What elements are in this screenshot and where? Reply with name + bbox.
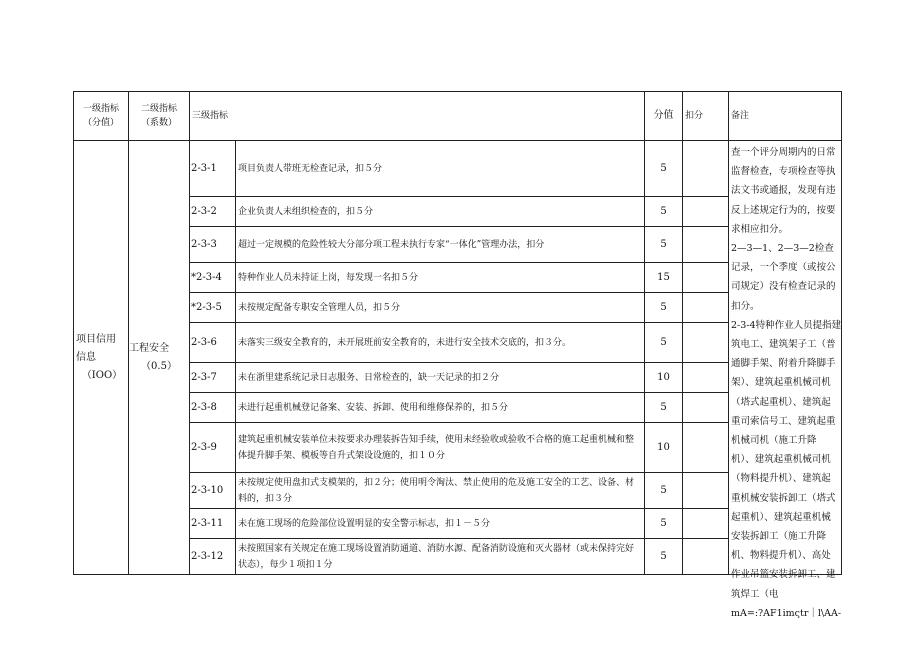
- table-row: [74, 473, 842, 509]
- table-row: [74, 423, 842, 473]
- row-desc: 特种作业人员未持证上岗，每发现一名扣５分: [236, 263, 645, 293]
- level1-cell: [74, 141, 129, 575]
- remark-line: 司规定）没有检查记录的: [731, 281, 836, 293]
- level2-coef: （0.5）: [141, 360, 177, 372]
- table-row: [74, 539, 842, 575]
- row-desc: 未进行起重机械登记备案、安装、拆卸、使用和维修保养的，扣５分: [236, 393, 645, 423]
- row-score: 10: [645, 363, 683, 393]
- remark-line: 查一个评分周期内的日常: [731, 147, 836, 158]
- row-code: 2-3-6: [190, 323, 236, 363]
- row-score: 5: [645, 539, 683, 575]
- remark-line: 记录，一个季度（或按公: [731, 262, 836, 274]
- table-row: [74, 509, 842, 539]
- row-desc: 项目负责人带班无检查记录，扣５分: [236, 141, 645, 197]
- row-code: 2-3-7: [190, 363, 236, 393]
- table-row: [74, 263, 842, 293]
- row-code: 2-3-2: [190, 197, 236, 227]
- remark-line: 机、物料提升机）、高处: [731, 550, 831, 562]
- row-desc: 未在浙里建系统记录日志服务、日常检查的，缺一天记录的扣２分: [236, 363, 645, 393]
- row-deduct: [683, 393, 729, 423]
- remark-line: 重司索信号工、建筑起重: [731, 415, 836, 427]
- header-score: 分值: [645, 92, 683, 141]
- row-deduct: [683, 227, 729, 263]
- table-row: [74, 293, 842, 323]
- row-score: 5: [645, 227, 683, 263]
- row-deduct: [683, 423, 729, 473]
- remark-line: 通脚手架、附着升降脚手: [731, 358, 836, 370]
- remark-line: （物料提升机）、建筑起: [731, 473, 831, 485]
- row-score: 5: [645, 473, 683, 509]
- row-deduct: [683, 197, 729, 227]
- level2-line1: 工程安全: [129, 342, 169, 354]
- header-level2: [129, 92, 190, 141]
- row-code: 2-3-12: [190, 539, 236, 575]
- header-deduct: 扣分: [683, 92, 729, 141]
- row-score: 10: [645, 423, 683, 473]
- row-code: 2-3-1: [190, 141, 236, 197]
- remark-line: 法文书或通报，发现有违: [731, 185, 836, 197]
- row-score: 5: [645, 509, 683, 539]
- header-level1-title: 一级指标: [82, 104, 119, 114]
- row-deduct: [683, 323, 729, 363]
- row-deduct: [683, 263, 729, 293]
- row-deduct: [683, 363, 729, 393]
- table-row: [74, 141, 842, 197]
- remark-line: mA=:?AF1imςtr｜l\AA-: [731, 607, 842, 619]
- remark-line: 重机械安装拆卸工（塔式: [731, 492, 836, 504]
- row-score: 5: [645, 293, 683, 323]
- table-row: [74, 227, 842, 263]
- row-deduct: [683, 293, 729, 323]
- table-row: [74, 363, 842, 393]
- header-row: [74, 92, 842, 141]
- remark-line: 2-3-4特种作业人员提指建: [731, 319, 842, 331]
- row-desc: 未落实三级安全教育的，未开展班前安全教育的，未进行安全技术交底的，扣３分。: [236, 323, 645, 363]
- table-row: [74, 393, 842, 423]
- row-desc: 未按规定配备专职安全管理人员，扣５分: [236, 293, 645, 323]
- row-score: 5: [645, 393, 683, 423]
- remark-cell: [729, 141, 842, 619]
- credit-score-table: [73, 91, 842, 619]
- row-code: 2-3-3: [190, 227, 236, 263]
- table-row: [74, 197, 842, 227]
- remark-line: 机）、建筑起重机械司机: [731, 454, 831, 466]
- header-level2-sub: （系数）: [140, 118, 177, 128]
- remark-line: 扣分。: [731, 300, 760, 312]
- level1-line1: 项目信用: [76, 333, 116, 345]
- row-desc: 未在施工现场的危险部位设置明显的安全警示标志，扣１－５分: [236, 509, 645, 539]
- row-code: *2-3-4: [190, 263, 236, 293]
- remark-line: 反上述规定行为的，按要: [731, 204, 836, 216]
- remark-line: 作业吊篮安装拆卸工、建: [731, 569, 836, 581]
- remark-line: 监督检查，专项检查等执: [731, 166, 836, 178]
- row-desc: 未按照国家有关规定在施工现场设置消防通道、消防水源、配备消防设施和灭火器材（或未保持完好状态），每少１项扣１分: [236, 539, 645, 575]
- remark-line: 机械司机（施工升降: [731, 435, 817, 447]
- table-row: [74, 323, 842, 363]
- row-score: 5: [645, 197, 683, 227]
- row-desc: 超过一定规模的危险性较大分部分项工程未执行专家“一体化”管理办法，扣分: [236, 227, 645, 263]
- remark-line: 筑焊工（电: [731, 588, 779, 600]
- level1-score: （IOO）: [81, 369, 123, 381]
- remark-line: 求相应扣分。: [731, 223, 789, 235]
- row-code: 2-3-8: [190, 393, 236, 423]
- header-level2-title: 二级指标: [140, 104, 177, 114]
- remark-line: 2—3—1、2—3—2检查: [731, 243, 834, 255]
- row-score: 15: [645, 263, 683, 293]
- row-desc: 未按规定使用盘扣式支模架的，扣２分；使用明令淘汰、禁止使用的危及施工安全的工艺、设备、材料的，扣３分: [236, 473, 645, 509]
- row-score: 5: [645, 323, 683, 363]
- remark-line: （塔式起重机）、建筑起: [731, 396, 831, 408]
- header-level1: [74, 92, 129, 141]
- level2-cell: [129, 141, 190, 575]
- remark-line: 安装拆卸工（施工升降: [731, 531, 827, 543]
- row-desc: 企业负责人未组织检查的，扣５分: [236, 197, 645, 227]
- header-level1-sub: （分值）: [82, 118, 119, 128]
- remark-line: 架）、建筑起重机械司机: [731, 377, 831, 389]
- remark-text: [731, 143, 842, 619]
- row-score: 5: [645, 141, 683, 197]
- row-deduct: [683, 141, 729, 197]
- remark-line: 起重机）、建筑起重机械: [731, 511, 831, 523]
- row-code: 2-3-10: [190, 473, 236, 509]
- row-code: 2-3-9: [190, 423, 236, 473]
- row-desc: 建筑起重机械安装单位未按要求办理装拆告知手续，使用未经验收或验收不合格的施工起重机械和整体提升脚手架、模板等自升式架设设施的，扣１０分: [236, 423, 645, 473]
- row-code: 2-3-11: [190, 509, 236, 539]
- row-deduct: [683, 509, 729, 539]
- row-deduct: [683, 539, 729, 575]
- level1-line2: 信息: [76, 351, 96, 363]
- header-remark: 备注: [729, 92, 842, 141]
- header-level3: 三级指标: [190, 92, 645, 141]
- remark-line: 筑电工、建筑架子工（普: [731, 339, 836, 351]
- row-code: *2-3-5: [190, 293, 236, 323]
- row-deduct: [683, 473, 729, 509]
